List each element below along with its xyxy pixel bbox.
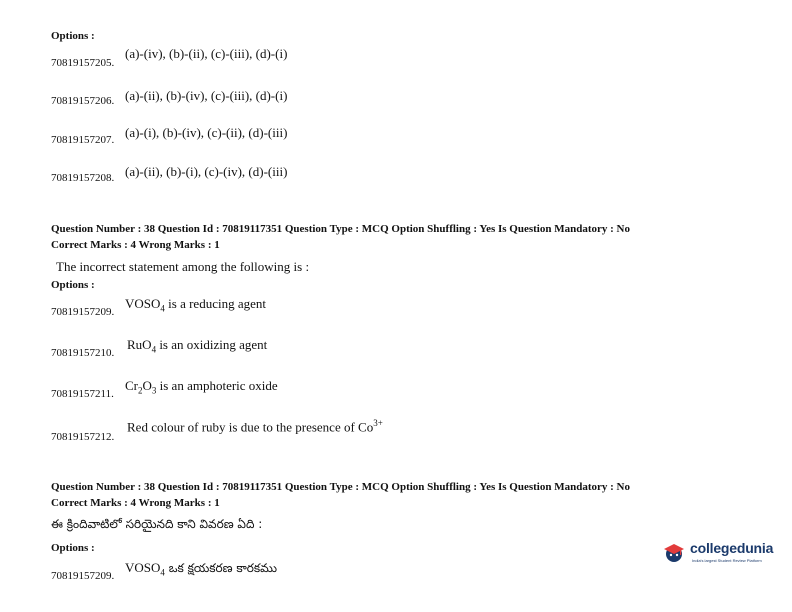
options-label: Options : — [51, 542, 95, 554]
question-text: The incorrect statement among the following is : — [56, 259, 310, 274]
logo-name: collegedunia — [690, 540, 774, 556]
option-text: $VOSO_4$ ఒక క్షయకరణ కారకము — [125, 560, 278, 578]
option-text: Red colour of ruby is due to the presence of $Co^{3+}$ — [127, 418, 383, 435]
options-label: Options : — [51, 279, 95, 291]
collegedunia-logo — [660, 537, 788, 571]
option-id: 70819157209. — [51, 306, 115, 318]
graduation-cap-icon — [662, 541, 686, 565]
options-label: Options : — [51, 30, 95, 42]
option-id: 70819157210. — [51, 347, 115, 359]
logo-tagline: India's largest Student Review Platform — [692, 558, 762, 563]
option-text: (a)-(iv), (b)-(ii), (c)-(iii), (d)-(i) — [125, 46, 288, 61]
option-text: RuO$_4$ is an oxidizing agent — [127, 337, 268, 355]
marks-line: Correct Marks : 4 Wrong Marks : 1 — [51, 239, 220, 251]
option-text: $Cr_2O_3$ is an amphoteric oxide — [125, 378, 278, 396]
option-id: 70819157209. — [51, 570, 115, 582]
option-id: 70819157206. — [51, 95, 115, 107]
option-text: $VOSO_4$ is a reducing agent — [125, 296, 266, 314]
marks-line: Correct Marks : 4 Wrong Marks : 1 — [51, 497, 220, 509]
option-id: 70819157211. — [51, 388, 114, 400]
option-text: (a)-(i), (b)-(iv), (c)-(ii), (d)-(iii) — [125, 125, 288, 140]
option-text: (a)-(ii), (b)-(i), (c)-(iv), (d)-(iii) — [125, 164, 288, 179]
option-id: 70819157208. — [51, 172, 115, 184]
option-id: 70819157212. — [51, 431, 115, 443]
question-header: Question Number : 38 Question Id : 70819117351 Question Type : MCQ Option Shuffling : Yes Is Question Mandatory : No — [51, 481, 630, 493]
option-id: 70819157205. — [51, 57, 115, 69]
option-text: (a)-(ii), (b)-(iv), (c)-(iii), (d)-(i) — [125, 88, 288, 103]
question-text: ఈ క్రిందివాటిలో సరియైనది కాని వివరణ ఏది : — [51, 517, 263, 531]
option-id: 70819157207. — [51, 134, 115, 146]
question-header: Question Number : 38 Question Id : 70819117351 Question Type : MCQ Option Shuffling : Yes Is Question Mandatory : No — [51, 223, 630, 235]
